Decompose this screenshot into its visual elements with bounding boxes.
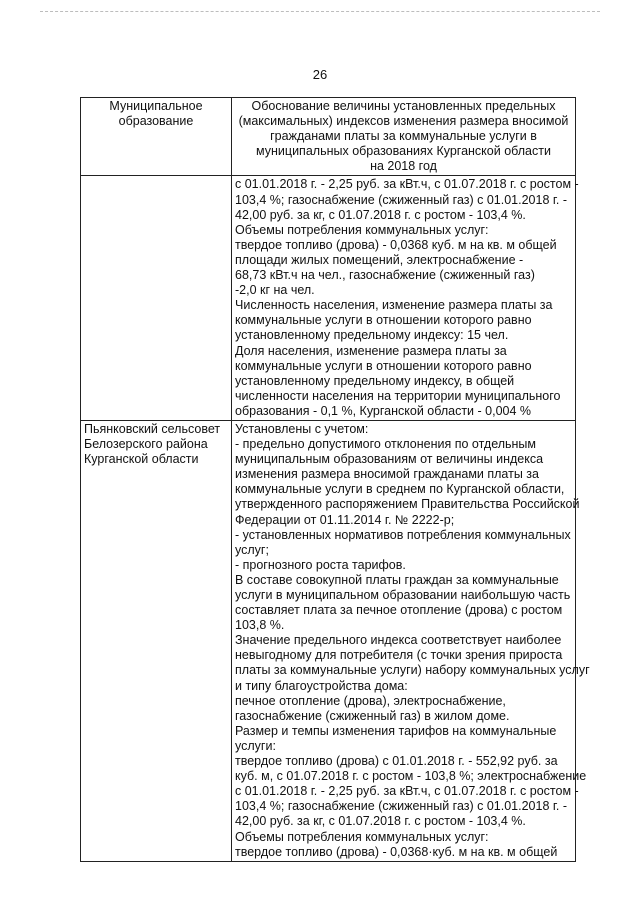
text-line: муниципальным образованиям от величины индекса xyxy=(235,452,544,467)
page-number: 26 xyxy=(312,67,328,82)
municipal-index-table xyxy=(80,97,590,862)
text-line: гражданами платы за коммунальные услуги в xyxy=(270,129,537,144)
text-line: Объемы потребления коммунальных услуг: xyxy=(235,222,489,237)
text-line: утвержденного распоряжением Правительства Российской xyxy=(235,497,580,512)
text-line: на 2018 год xyxy=(370,159,437,174)
text-line: 103,4 %; газоснабжение (сжиженный газ) с 01.01.2018 г. - xyxy=(235,799,568,814)
text-line: Значение предельного индекса соответствует наиболее xyxy=(235,633,562,648)
scan-artifact-line xyxy=(40,11,600,14)
text-line: Белозерского района xyxy=(84,437,208,452)
text-line: - установленных нормативов потребления коммунальных xyxy=(235,527,571,542)
text-line: и типу благоустройства дома: xyxy=(235,678,408,693)
text-line: печное отопление (дрова), электроснабжение, xyxy=(235,693,506,708)
header-municipality xyxy=(81,98,232,176)
table-row xyxy=(81,420,576,861)
text-line: 42,00 руб. за кг, с 01.07.2018 г. с ростом - 103,4 %. xyxy=(235,814,526,829)
text-line: Курганской области xyxy=(84,452,199,467)
text-line: -2,0 кг на чел. xyxy=(235,283,315,298)
text-line: образования - 0,1 %, Курганской области - 0,004 % xyxy=(235,403,532,418)
text-line: составляет плата за печное отопление (дрова) с ростом xyxy=(235,603,563,618)
text-line: 103,8 %. xyxy=(235,618,285,633)
text-line: Установлены с учетом: xyxy=(235,421,369,436)
text-line: твердое топливо (дрова) - 0,0368·куб. м на кв. м общей xyxy=(235,844,558,859)
text-line: твердое топливо (дрова) с 01.01.2018 г. - 552,92 руб. за xyxy=(235,754,558,769)
text-line: платы за коммунальные услуги) набору коммунальных услуг xyxy=(235,663,590,678)
text-line: с 01.01.2018 г. - 2,25 руб. за кВт.ч, с 01.07.2018 г. с ростом - xyxy=(235,177,579,192)
text-line: коммунальные услуги в отношении которого равно xyxy=(235,313,532,328)
header-justification xyxy=(232,98,576,176)
text-line: (максимальных) индексов изменения размера вносимой xyxy=(238,114,569,129)
text-line: изменения размера вносимой гражданами платы за xyxy=(235,467,539,482)
text-line: Федерации от 01.11.2014 г. № 2222-р; xyxy=(235,512,455,527)
text-line: услуги в муниципальном образовании наибольшую часть xyxy=(235,588,571,602)
text-line: установленному предельному индексу, в общей xyxy=(235,373,515,388)
text-line: муниципальных образованиях Курганской области xyxy=(256,144,551,159)
text-line: твердое топливо (дрова) - 0,0368 куб. м на кв. м общей xyxy=(235,237,557,252)
text-line: 68,73 кВт.ч на чел., газоснабжение (сжиженный газ) xyxy=(235,268,535,283)
text-line: В составе совокупной платы граждан за коммунальные xyxy=(235,572,559,587)
justification-cell xyxy=(232,176,579,421)
text-line: Размер и темпы изменения тарифов на коммунальные xyxy=(235,723,557,738)
text-line: - прогнозного роста тарифов. xyxy=(235,557,406,572)
text-line: невыгодному для потребителя (с точки зрения прироста xyxy=(235,648,563,663)
text-line: услуг; xyxy=(235,542,269,557)
municipality-cell xyxy=(81,176,232,421)
text-line: Муниципальное xyxy=(109,99,203,113)
text-line: образование xyxy=(118,114,194,129)
text-line: газоснабжение (сжиженный газ) в жилом доме. xyxy=(235,708,510,723)
justification-cell xyxy=(232,420,590,861)
text-line: - предельно допустимого отклонения по отдельным xyxy=(235,437,537,452)
text-line: услуги: xyxy=(235,738,276,753)
text-line: 103,4 %; газоснабжение (сжиженный газ) с 01.01.2018 г. - xyxy=(235,192,568,207)
text-line: численности населения на территории муниципального xyxy=(235,388,561,403)
text-line: площади жилых помещений, электроснабжение - xyxy=(235,252,524,267)
table-row xyxy=(81,176,576,421)
text-line: Численность населения, изменение размера платы за xyxy=(235,298,553,313)
text-line: коммунальные услуги в отношении которого равно xyxy=(235,358,532,373)
table-header-row xyxy=(81,98,576,176)
text-line: установленному предельному индексу: 15 чел. xyxy=(235,328,509,343)
text-line: коммунальные услуги в среднем по Курганской области, xyxy=(235,482,565,497)
text-line: Пьянковский сельсовет xyxy=(84,421,221,436)
text-line: Объемы потребления коммунальных услуг: xyxy=(235,829,489,844)
text-line: Обоснование величины установленных предельных xyxy=(251,99,556,113)
text-line: куб. м, с 01.07.2018 г. с ростом - 103,8 %; электроснабжение xyxy=(235,769,587,784)
text-line: с 01.01.2018 г. - 2,25 руб. за кВт.ч, с 01.07.2018 г. с ростом - xyxy=(235,784,579,799)
text-line: Доля населения, изменение размера платы за xyxy=(235,343,507,358)
municipality-cell xyxy=(81,420,232,861)
text-line: 42,00 руб. за кг, с 01.07.2018 г. с ростом - 103,4 %. xyxy=(235,207,526,222)
